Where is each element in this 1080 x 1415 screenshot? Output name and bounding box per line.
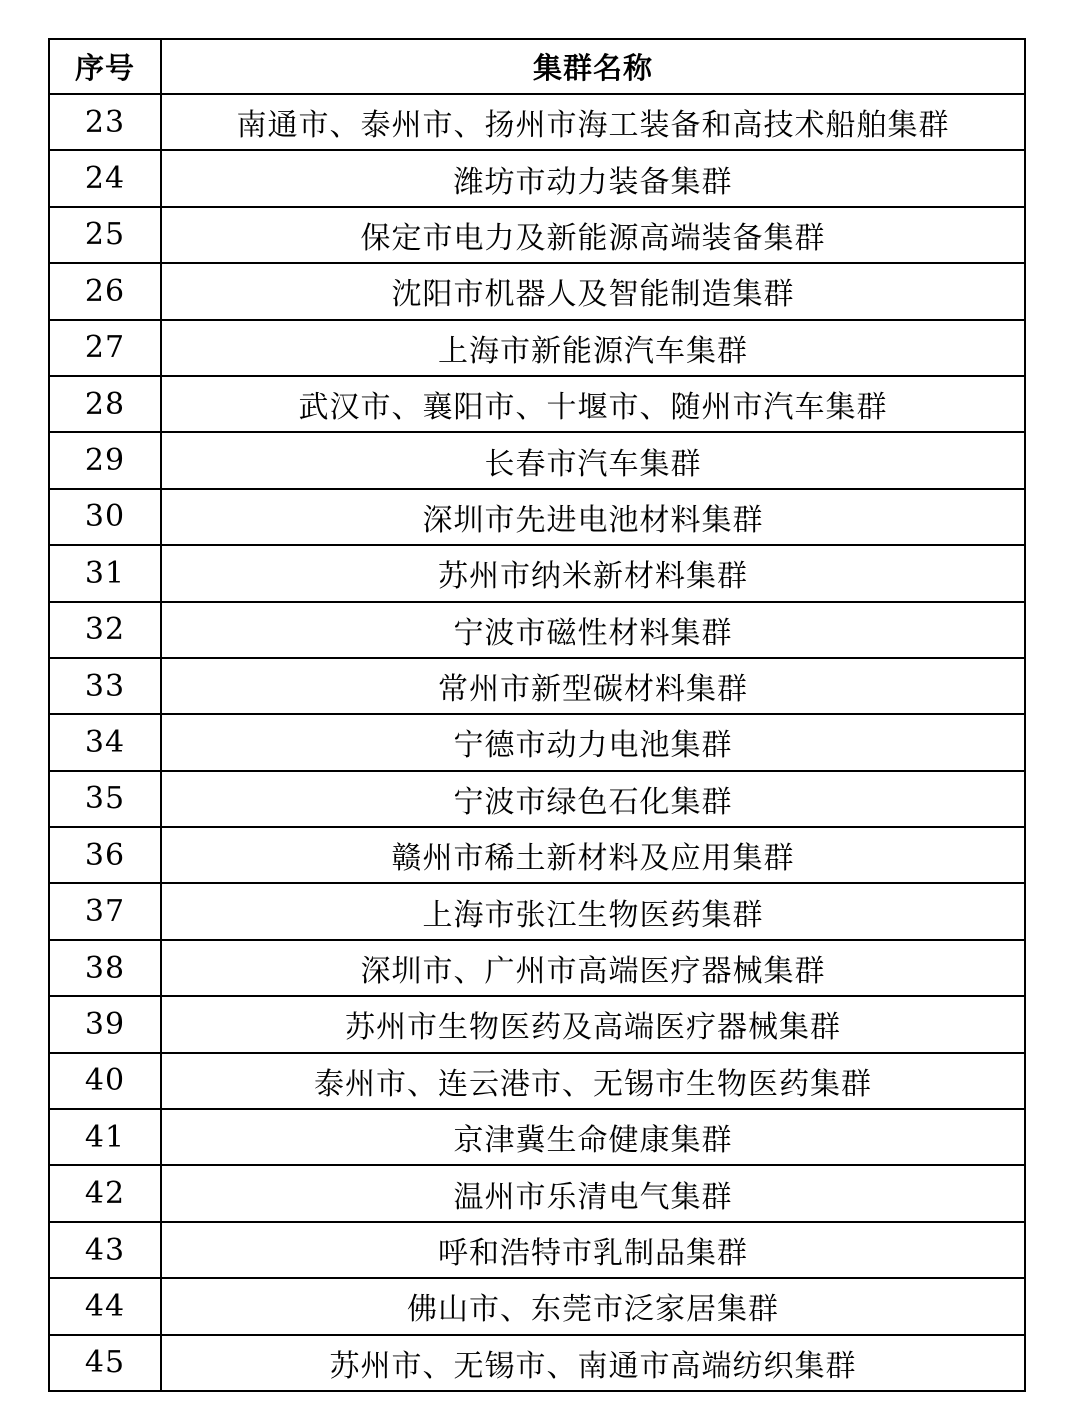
cluster-name-cell: 长春市汽车集群 (161, 432, 1025, 488)
serial-number-cell: 29 (49, 432, 161, 488)
cluster-name-cell: 南通市、泰州市、扬州市海工装备和高技术船舶集群 (161, 94, 1025, 150)
table-row (49, 827, 1025, 883)
serial-number-cell: 40 (49, 1053, 161, 1109)
cluster-name-cell: 武汉市、襄阳市、十堰市、随州市汽车集群 (161, 376, 1025, 432)
serial-number-cell: 27 (49, 320, 161, 376)
table-row (49, 432, 1025, 488)
cluster-name-cell: 温州市乐清电气集群 (161, 1165, 1025, 1221)
serial-number-cell: 42 (49, 1165, 161, 1221)
table-row (49, 1165, 1025, 1221)
serial-number-cell: 36 (49, 827, 161, 883)
table-row (49, 376, 1025, 432)
serial-number-cell: 31 (49, 545, 161, 601)
table-body (49, 94, 1025, 1391)
cluster-name-cell: 宁德市动力电池集群 (161, 714, 1025, 770)
table-row (49, 1053, 1025, 1109)
serial-number-cell: 32 (49, 602, 161, 658)
serial-number-cell: 25 (49, 207, 161, 263)
header-row (49, 39, 1025, 94)
cluster-name-cell: 深圳市、广州市高端医疗器械集群 (161, 940, 1025, 996)
table-row (49, 94, 1025, 150)
table-row (49, 602, 1025, 658)
serial-number-cell: 34 (49, 714, 161, 770)
cluster-name-cell: 苏州市纳米新材料集群 (161, 545, 1025, 601)
cluster-name-cell: 上海市张江生物医药集群 (161, 883, 1025, 939)
table-row (49, 545, 1025, 601)
cluster-name-cell: 保定市电力及新能源高端装备集群 (161, 207, 1025, 263)
cluster-name-cell: 常州市新型碳材料集群 (161, 658, 1025, 714)
cluster-name-cell: 苏州市、无锡市、南通市高端纺织集群 (161, 1335, 1025, 1391)
serial-number-cell: 44 (49, 1278, 161, 1334)
table-row (49, 1109, 1025, 1165)
table-row (49, 883, 1025, 939)
cluster-name-cell: 泰州市、连云港市、无锡市生物医药集群 (161, 1053, 1025, 1109)
table-row (49, 1278, 1025, 1334)
table-row (49, 263, 1025, 319)
cluster-table (48, 38, 1026, 1392)
serial-number-cell: 24 (49, 150, 161, 206)
table-row (49, 771, 1025, 827)
cluster-name-cell: 苏州市生物医药及高端医疗器械集群 (161, 996, 1025, 1052)
serial-number-cell: 43 (49, 1222, 161, 1278)
serial-number-cell: 39 (49, 996, 161, 1052)
table-row (49, 714, 1025, 770)
table-row (49, 1222, 1025, 1278)
table-row (49, 489, 1025, 545)
cluster-name-cell: 上海市新能源汽车集群 (161, 320, 1025, 376)
serial-number-cell: 35 (49, 771, 161, 827)
serial-number-cell: 38 (49, 940, 161, 996)
table-row (49, 658, 1025, 714)
table-row (49, 1335, 1025, 1391)
cluster-name-cell: 佛山市、东莞市泛家居集群 (161, 1278, 1025, 1334)
serial-number-cell: 30 (49, 489, 161, 545)
table-header (49, 39, 1025, 94)
cluster-name-cell: 宁波市绿色石化集群 (161, 771, 1025, 827)
serial-number-cell: 45 (49, 1335, 161, 1391)
table-row (49, 207, 1025, 263)
header-serial-number: 序号 (49, 39, 161, 94)
table-row (49, 996, 1025, 1052)
table-row (49, 940, 1025, 996)
header-cluster-name: 集群名称 (161, 39, 1025, 94)
cluster-name-cell: 呼和浩特市乳制品集群 (161, 1222, 1025, 1278)
serial-number-cell: 28 (49, 376, 161, 432)
serial-number-cell: 37 (49, 883, 161, 939)
serial-number-cell: 26 (49, 263, 161, 319)
table-row (49, 150, 1025, 206)
cluster-name-cell: 潍坊市动力装备集群 (161, 150, 1025, 206)
cluster-name-cell: 沈阳市机器人及智能制造集群 (161, 263, 1025, 319)
cluster-name-cell: 赣州市稀土新材料及应用集群 (161, 827, 1025, 883)
serial-number-cell: 23 (49, 94, 161, 150)
table-row (49, 320, 1025, 376)
serial-number-cell: 41 (49, 1109, 161, 1165)
cluster-name-cell: 深圳市先进电池材料集群 (161, 489, 1025, 545)
serial-number-cell: 33 (49, 658, 161, 714)
cluster-name-cell: 京津冀生命健康集群 (161, 1109, 1025, 1165)
cluster-name-cell: 宁波市磁性材料集群 (161, 602, 1025, 658)
